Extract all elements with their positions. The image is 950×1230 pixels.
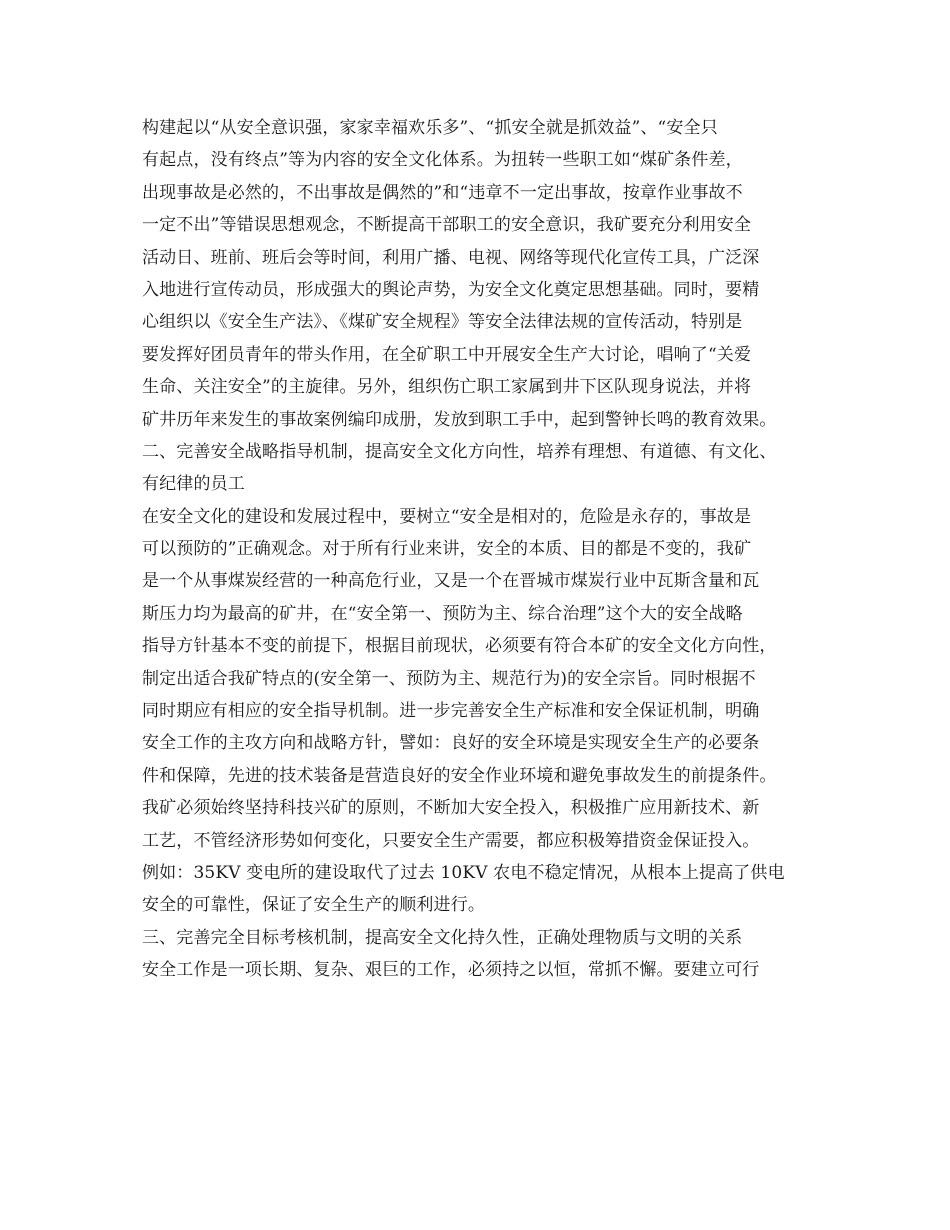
- text-line: 斯压力均为最高的矿井，在“安全第一、预防为主、综合治理”这个大的安全战略: [142, 603, 743, 624]
- section-heading-3: 三、完善完全目标考核机制，提高安全文化持久性，正确处理物质与文明的关系: [142, 927, 743, 948]
- section-heading-2-cont: 有纪律的员工: [142, 474, 245, 495]
- text-line: 是一个从事煤炭经营的一种高危行业，又是一个在晋城市煤炭行业中瓦斯含量和瓦: [142, 571, 760, 592]
- text-line: 生命、关注安全”的主旋律。另外，组织伤亡职工家属到井下区队现身说法，并将: [142, 377, 752, 398]
- text-line: 心组织以《安全生产法》、《煤矿安全规程》等安全法律法规的宣传活动，特别是: [142, 312, 743, 333]
- text-line: 入地进行宣传动员，形成强大的舆论声势，为安全文化奠定思想基础。同时，要精: [142, 279, 760, 300]
- text-line: 构建起以“从安全意识强，家家幸福欢乐多”、“抓安全就是抓效益”、“安全只: [142, 118, 718, 138]
- text-line: 例如：35KV 变电所的建设取代了过去 10KV 农电不稳定情况，从根本上提高了供电: [142, 862, 785, 883]
- text-line: 要发挥好团员青年的带头作用，在全矿职工中开展安全生产大讨论，唱响了“关爱: [142, 344, 752, 365]
- text-line: 有起点，没有终点”等为内容的安全文化体系。为扭转一些职工如“煤矿条件差，: [142, 150, 743, 171]
- text-line: 可以预防的”正确观念。对于所有行业来讲，安全的本质、目的都是不变的，我矿: [142, 539, 752, 560]
- text-line: 同时期应有相应的安全指导机制。进一步完善安全生产标准和安全保证机制，明确: [142, 701, 760, 722]
- document-body: [142, 112, 832, 987]
- text-line: 我矿必须始终坚持科技兴矿的原则，不断加大安全投入，积极推广应用新技术、新: [142, 798, 760, 819]
- text-line: 矿井历年来发生的事故案例编印成册，发放到职工手中，起到警钟长鸣的教育效果。: [142, 409, 777, 430]
- text-line: 安全的可靠性，保证了安全生产的顺利进行。: [142, 895, 485, 916]
- text-line: 指导方针基本不变的前提下，根据目前现状，必须要有符合本矿的安全文化方向性，: [142, 636, 777, 657]
- text-line: 在安全文化的建设和发展过程中，要树立“安全是相对的，危险是永存的，事故是: [142, 506, 752, 527]
- text-line: 安全工作是一项长期、复杂、艰巨的工作，必须持之以恒，常抓不懈。要建立可行: [142, 960, 760, 981]
- text-line: 出现事故是必然的，不出事故是偶然的”和“违章不一定出事故，按章作业事故不: [142, 182, 743, 203]
- text-line: 件和保障，先进的技术装备是营造良好的安全作业环境和避免事故发生的前提条件。: [142, 765, 777, 786]
- text-line: 安全工作的主攻方向和战略方针，譬如：良好的安全环境是实现安全生产的必要条: [142, 733, 760, 754]
- text-line: 工艺，不管经济形势如何变化，只要安全生产需要，都应积极筹措资金保证投入。: [142, 830, 760, 851]
- text-line: 活动日、班前、班后会等时间，利用广播、电视、网络等现代化宣传工具，广泛深: [142, 247, 760, 268]
- section-heading-2: 二、完善安全战略指导机制，提高安全文化方向性，培养有理想、有道德、有文化、: [142, 441, 777, 462]
- text-line: 制定出适合我矿特点的(安全第一、预防为主、规范行为)的安全宗旨。同时根据不: [142, 668, 756, 689]
- text-line: 一定不出”等错误思想观念，不断提高干部职工的安全意识，我矿要充分利用安全: [142, 215, 752, 236]
